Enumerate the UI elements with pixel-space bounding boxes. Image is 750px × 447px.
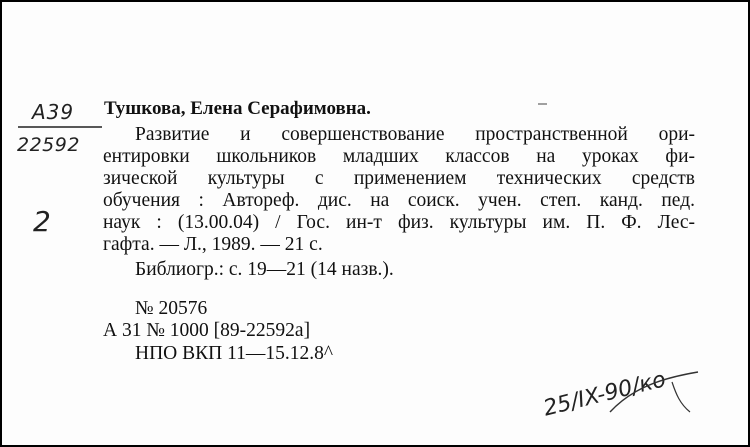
- title-line-3: зической культуры с применением технических средств: [103, 168, 695, 189]
- volume-mark: 2: [33, 205, 51, 238]
- record-code: А 31 № 1000 [89-22592а]: [103, 320, 311, 341]
- record-registry: НПО ВКП 11—15.12.8^: [135, 343, 334, 364]
- title-line-1: Развитие и совершенствование пространственной ори-: [135, 124, 695, 145]
- shelfmark-top: A39: [32, 100, 75, 124]
- card-speck: [537, 102, 549, 106]
- title-line-4: обучения : Автореф. дис. на соиск. учен. степ. канд. пед.: [103, 190, 695, 211]
- title-line-6: гафта. — Л., 1989. — 21 с.: [103, 234, 323, 255]
- date-stamp: 25/IX-90/ко: [540, 367, 669, 422]
- bibliography-note: Библиогр.: с. 19—21 (14 назв.).: [135, 259, 394, 280]
- title-line-5: наук : (13.00.04) / Гос. ин-т физ. культуры им. П. Ф. Лес-: [103, 212, 695, 233]
- date-stamp-flourish: [602, 368, 712, 428]
- author-heading: Тушкова, Елена Серафимовна.: [104, 98, 371, 119]
- shelfmark-bottom: 22592: [17, 134, 80, 156]
- shelfmark-divider: [16, 124, 106, 130]
- title-line-2: ентировки школьников младших классов на уроках фи-: [103, 146, 695, 167]
- record-number: № 20576: [135, 298, 208, 319]
